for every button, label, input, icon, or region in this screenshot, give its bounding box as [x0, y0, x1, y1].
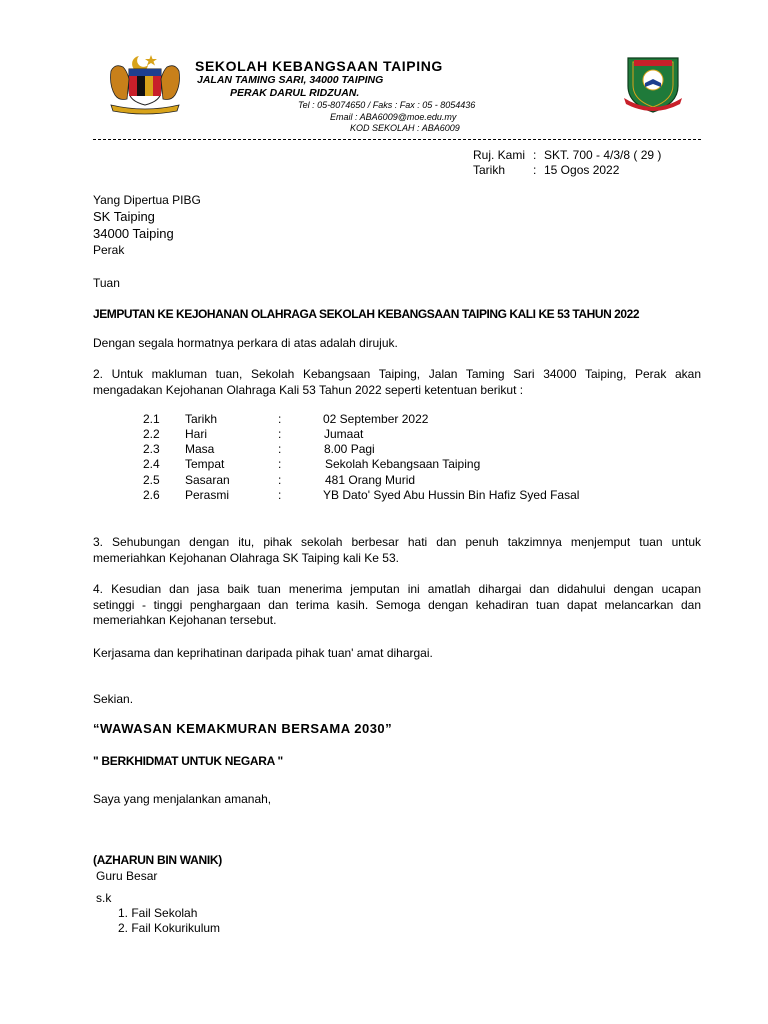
- paragraph-4-line1: 4. Kesudian dan jasa baik tuan menerima jemputan ini amatlah dihargai dan didahului dengan ucapan: [93, 582, 701, 596]
- reference-value: SKT. 700 - 4/3/8 ( 29 ): [544, 148, 662, 162]
- salutation: Tuan: [93, 276, 120, 290]
- reference-colon: :: [533, 148, 537, 162]
- paragraph-2: [93, 367, 701, 398]
- cc-item: 2. Fail Kokurikulum: [118, 921, 221, 935]
- reference-label: Ruj. Kami: [473, 148, 526, 162]
- recipient-line4: Perak: [93, 243, 125, 257]
- signatory-name: (AZHARUN BIN WANIK): [93, 853, 222, 867]
- paragraph-3: [93, 535, 701, 566]
- recipient-line2: SK Taiping: [93, 209, 155, 224]
- motto-berkhidmat: " BERKHIDMAT UNTUK NEGARA ": [93, 754, 283, 768]
- school-code: KOD SEKOLAH : ABA6009: [350, 123, 460, 133]
- event-details: 2.1 Tarikh : 02 September 2022 2.2 Hari : Jumaat 2.3 Masa : 8.00 Pagi 2.4 Tempat : Sekolah Kebangsaan Taiping 2.5 Sasaran : 481 Orang Murid 2.6 Perasmi : YB Dato' Syed Abu Hussin Bin Hafiz Syed Fasal: [143, 412, 580, 502]
- cc-item: 1. Fail Sekolah: [118, 906, 198, 920]
- paragraph-4-line2: setinggi - tinggi penghargaan dan terima kasih. Semoga dengan kehadiran tuan dapat melancarkan dan: [93, 597, 701, 612]
- paragraph-2-line2: mengadakan Kejohanan Olahraga Kali 53 Tahun 2022 seperti ketentuan berikut :: [93, 382, 524, 397]
- paragraph-4-line3: memeriahkan Kejohanan tersebut.: [93, 613, 277, 627]
- school-name: SEKOLAH KEBANGSAAN TAIPING: [195, 58, 443, 74]
- school-address-line1: JALAN TAMING SARI, 34000 TAIPING: [197, 74, 384, 86]
- paragraph-4: [93, 582, 701, 629]
- state-crest-logo: [105, 53, 185, 115]
- recipient-line1: Yang Dipertua PIBG: [93, 193, 201, 207]
- trust-line: Saya yang menjalankan amanah,: [93, 792, 272, 806]
- signatory-title: Guru Besar: [96, 869, 158, 883]
- school-email: Email : ABA6009@moe.edu.my: [330, 112, 457, 122]
- paragraph-2-line1: 2. Untuk makluman tuan, Sekolah Kebangsaan Taiping, Jalan Taming Sari 34000 Taiping, Perak akan: [93, 367, 701, 381]
- letter-subject: JEMPUTAN KE KEJOHANAN OLAHRAGA SEKOLAH KEBANGSAAN TAIPING KALI KE 53 TAHUN 2022: [93, 307, 640, 321]
- paragraph-3-line1: 3. Sehubungan dengan itu, pihak sekolah berbesar hati dan penuh takzimnya menjemput tuan untuk: [93, 535, 701, 549]
- motto-wawasan: “WAWASAN KEMAKMURAN BERSAMA 2030”: [93, 721, 393, 736]
- closing-line: Sekian.: [93, 692, 134, 706]
- date-colon: :: [533, 163, 537, 177]
- appreciation-line: Kerjasama dan keprihatinan daripada pihak tuan' amat dihargai.: [93, 646, 433, 660]
- recipient-line3: 34000 Taiping: [93, 226, 174, 241]
- header-divider: [93, 139, 701, 140]
- paragraph-3-line2: memeriahkan Kejohanan Olahraga SK Taiping kali Ke 53.: [93, 550, 399, 565]
- school-badge-logo: [620, 50, 686, 116]
- school-contact: Tel : 05-8074650 / Faks : Fax : 05 - 8054436: [298, 100, 476, 110]
- date-label: Tarikh: [473, 163, 506, 177]
- opening-line: Dengan segala hormatnya perkara di atas adalah dirujuk.: [93, 336, 398, 350]
- school-address-line2: PERAK DARUL RIDZUAN.: [230, 87, 360, 99]
- cc-label: s.k: [96, 891, 112, 905]
- date-value: 15 Ogos 2022: [544, 163, 620, 177]
